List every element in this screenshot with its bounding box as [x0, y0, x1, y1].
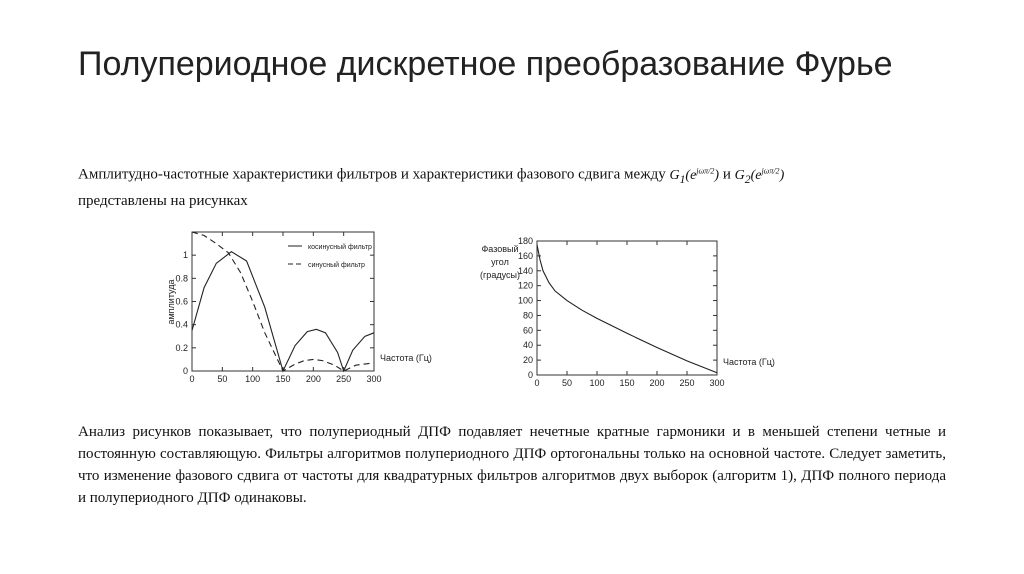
y-axis-label: амплитуда: [166, 279, 176, 325]
intro-paragraph: [78, 160, 938, 212]
y-tick-label: 100: [517, 295, 533, 306]
x-tick-label: 150: [275, 374, 291, 384]
y-tick-label: 140: [517, 265, 533, 276]
y-axis-label: угол: [491, 257, 509, 267]
formula-g1: $G_1(e^{j\omega\pi/2})$: [669, 166, 720, 186]
x-tick-label: 300: [709, 378, 725, 388]
conjunction: и: [722, 166, 731, 183]
formula-g2: $G_2(e^{j\omega\pi/2})$: [734, 166, 785, 186]
y-tick-label: 40: [522, 340, 533, 351]
x-tick-label: 300: [366, 374, 382, 384]
x-tick-label: 100: [589, 378, 605, 388]
series-line-solid: [192, 252, 374, 371]
series-line-solid: [537, 245, 717, 373]
x-tick-label: 200: [305, 374, 321, 384]
y-tick-label: 160: [517, 250, 533, 261]
series-line-dashed: [192, 232, 374, 371]
x-tick-label: 0: [189, 374, 195, 384]
y-tick-label: 80: [522, 310, 533, 321]
slide-title: Полупериодное дискретное преобразование Фурье: [78, 45, 893, 83]
amplitude-chart: [160, 222, 432, 392]
plot-frame: [537, 241, 717, 375]
legend-label: синусный фильтр: [308, 262, 365, 269]
y-tick-label: 180: [517, 236, 533, 246]
x-tick-label: 0: [534, 378, 540, 388]
y-tick-label: 0.6: [175, 296, 188, 307]
y-axis-label: (градусы): [480, 270, 520, 280]
x-tick-label: 250: [336, 374, 352, 384]
x-tick-label: 200: [649, 378, 665, 388]
x-tick-label: 50: [217, 374, 228, 384]
y-tick-label: 0.8: [175, 273, 188, 284]
x-tick-label: 100: [245, 374, 261, 384]
y-tick-label: 0: [182, 366, 188, 376]
x-axis-label: Частота (Гц): [380, 353, 432, 363]
y-axis-label: Фазовый: [481, 244, 519, 254]
intro-tail: представлены на рисунках: [78, 193, 248, 210]
intro-text: Амплитудно-частотные характеристики фильтров и характеристики фазового сдвига между: [78, 166, 666, 183]
legend-label: косинусный фильтр: [308, 244, 372, 251]
x-tick-label: 250: [679, 378, 695, 388]
y-tick-label: 0.4: [175, 319, 188, 330]
y-tick-label: 0.2: [175, 342, 188, 353]
y-tick-label: 1: [182, 250, 188, 261]
x-axis-label: Частота (Гц): [723, 357, 775, 367]
y-tick-label: 20: [522, 355, 533, 366]
phase-chart: [470, 232, 790, 392]
plot-frame: [192, 232, 374, 371]
y-tick-label: 0: [527, 370, 533, 380]
y-tick-label: 60: [522, 325, 533, 336]
x-tick-label: 50: [561, 378, 573, 388]
y-tick-label: 120: [517, 280, 533, 291]
x-tick-label: 150: [619, 378, 635, 388]
analysis-paragraph: Анализ рисунков показывает, что полупериодный ДПФ подавляет нечетные кратные гармоники и в меньшей степени четные и постоянную составляющую. Фильтры алгоритмов полупериодного ДПФ ортогональны только на основной частоте. Следует заметить, что изменение фазового сдвига от частоты для квадратурных фильтров алгоритмов двух выборок (алгоритм 1), ДПФ полного периода и полупериодного ДПФ одинаковы.: [78, 424, 946, 506]
